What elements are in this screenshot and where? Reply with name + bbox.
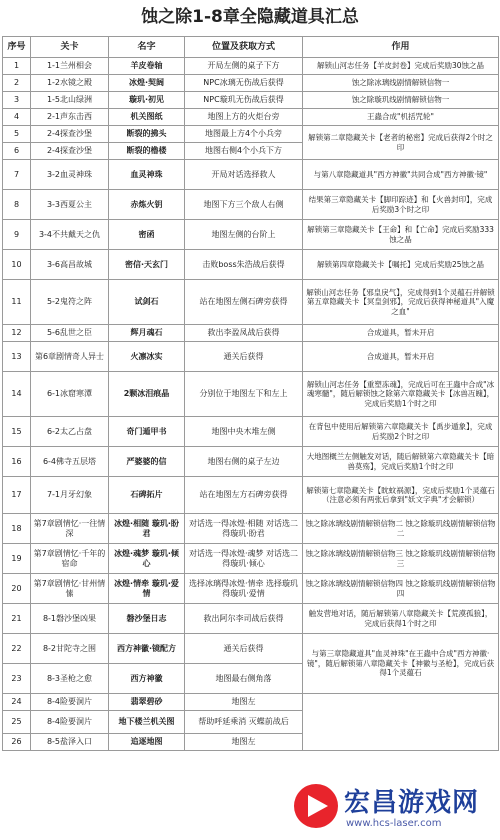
row-location: 站在地图左方石碑旁获得 [185, 477, 303, 514]
row-level: 第6章剧情奇人异士 [31, 342, 109, 372]
row-no: 8 [3, 190, 31, 220]
row-level: 6-2太乙占盘 [31, 417, 109, 447]
items-table [2, 36, 499, 751]
row-name: 冰煌·相随 璇玑·盼君 [109, 514, 185, 544]
table-row [3, 250, 499, 280]
row-name: 翡翠碧砂 [109, 694, 185, 711]
row-location: 击败boss朱浩战后获得 [185, 250, 303, 280]
row-name: 火凛冰实 [109, 342, 185, 372]
row-name: 密函 [109, 220, 185, 250]
table-row [3, 372, 499, 417]
table-row [3, 75, 499, 92]
row-level: 第7章剧情忆·千年的宿命 [31, 544, 109, 574]
row-name: 西方神徽·镜配方 [109, 634, 185, 664]
row-use: 蚀之除冰璃线剧情解锁信物三 蚀之除璇玑线剧情解锁信物三 [303, 544, 499, 574]
row-name: 西方神徽 [109, 664, 185, 694]
play-logo-icon [294, 784, 338, 828]
row-no: 11 [3, 280, 31, 325]
header-level: 关卡 [31, 37, 109, 58]
row-use: 与第三章隐藏道具"血灵神珠"在王蟲中合成"西方神徽·镜"，随后解锁第八章隐藏关卡【神徽与圣枪】，完成后获得1个灵蕴石 [303, 634, 499, 694]
row-no: 7 [3, 160, 31, 190]
table-row [3, 280, 499, 325]
row-name: 追逐地图 [109, 734, 185, 751]
row-location: 地图左 [185, 694, 303, 711]
row-location: 选择冰璃得冰煌·情牵 选择璇玑得璇玑·爱情 [185, 574, 303, 604]
row-use [303, 694, 499, 751]
row-name: 冰煌·魂梦 璇玑·倾心 [109, 544, 185, 574]
row-location: NPC冰璃无伤战后获得 [185, 75, 303, 92]
row-name: 羊皮卷轴 [109, 58, 185, 75]
row-level: 第7章剧情忆·一往情深 [31, 514, 109, 544]
row-level: 第7章剧情忆·甘州情愫 [31, 574, 109, 604]
row-level: 1-2水镜之殿 [31, 75, 109, 92]
row-no: 26 [3, 734, 31, 751]
table-row [3, 447, 499, 477]
header-use: 作用 [303, 37, 499, 58]
row-use: 触发营地对话，随后解锁第八章隐藏关卡【荒漠孤狼】，完成后获得1个时之印 [303, 604, 499, 634]
row-location: 地图右侧的桌子左边 [185, 447, 303, 477]
row-no: 17 [3, 477, 31, 514]
row-location: NPC璇玑无伤战后获得 [185, 92, 303, 109]
table-row [3, 220, 499, 250]
row-level: 5-2鬼符之阵 [31, 280, 109, 325]
row-use: 解锁第二章隐藏关卡【老者的秘密】完成后获得2个时之印 [303, 126, 499, 160]
row-location: 地图上方的火炬台旁 [185, 109, 303, 126]
row-no: 2 [3, 75, 31, 92]
row-location: 对话选一得冰煌·魂梦 对话选二得璇玑·倾心 [185, 544, 303, 574]
row-no: 25 [3, 711, 31, 734]
row-no: 14 [3, 372, 31, 417]
row-use: 解锁山河志任务【邪皇戾气】，完成得到1个灵蕴石并解锁第五章隐藏关卡【冥皇剑邪】，完成后获得神秘道具"入魔之血" [303, 280, 499, 325]
row-level: 2-4探查沙堡 [31, 126, 109, 143]
row-level: 8-4险要洞片 [31, 711, 109, 734]
row-location: 开局左侧的桌子下方 [185, 58, 303, 75]
row-location: 救出阿尔李司战后获得 [185, 604, 303, 634]
row-level: 2-1声东击西 [31, 109, 109, 126]
row-name: 机关图纸 [109, 109, 185, 126]
row-name: 璇玑·初见 [109, 92, 185, 109]
row-use: 结果第三章隐藏关卡【脚印踪迹】和【火兽封印】，完成后奖励3个时之印 [303, 190, 499, 220]
row-level: 3-4不共戴天之仇 [31, 220, 109, 250]
row-name: 断裂的拂头 [109, 126, 185, 143]
table-row [3, 92, 499, 109]
row-location: 帮助呼延乘消 灭蝶前战后 [185, 711, 303, 734]
row-location: 通关后获得 [185, 342, 303, 372]
table-row [3, 477, 499, 514]
row-use: 大地图概兰左侧触发对话，随后解锁第六章隐藏关卡【暗兽莫殇】，完成后奖励1个时之印 [303, 447, 499, 477]
watermark-url: www.hcs-laser.com [346, 818, 442, 829]
row-no: 15 [3, 417, 31, 447]
row-no: 4 [3, 109, 31, 126]
header-no: 序号 [3, 37, 31, 58]
table-row [3, 342, 499, 372]
table-row [3, 190, 499, 220]
row-no: 5 [3, 126, 31, 143]
row-no: 16 [3, 447, 31, 477]
row-name: 试剑石 [109, 280, 185, 325]
row-no: 22 [3, 634, 31, 664]
row-location: 地图中央木堆左侧 [185, 417, 303, 447]
row-name: 2颗冰泪痕晶 [109, 372, 185, 417]
row-use: 蚀之除冰璃线剧情解锁信物一 [303, 75, 499, 92]
row-level: 1-1兰州相会 [31, 58, 109, 75]
row-level: 3-3西夏公主 [31, 190, 109, 220]
row-use: 蚀之除璇玑线剧情解锁信物一 [303, 92, 499, 109]
row-level: 3-2血灵神珠 [31, 160, 109, 190]
row-location: 开局对话选择救人 [185, 160, 303, 190]
row-use: 合成道具，暂未开启 [303, 342, 499, 372]
row-use: 蚀之除冰璃线剧情解锁信物四 蚀之除璇玑线剧情解锁信物四 [303, 574, 499, 604]
row-location: 地图左 [185, 734, 303, 751]
table-row [3, 126, 499, 143]
row-level: 8-4险要洞片 [31, 694, 109, 711]
row-no: 3 [3, 92, 31, 109]
row-use: 合成道具，暂未开启 [303, 325, 499, 342]
row-name: 石碑拓片 [109, 477, 185, 514]
row-name: 磐沙堡日志 [109, 604, 185, 634]
row-location: 救出李盈凤战后获得 [185, 325, 303, 342]
row-level: 6-4佛寺五层塔 [31, 447, 109, 477]
row-location: 地图右侧4个小兵下方 [185, 143, 303, 160]
row-level: 6-1冰窟寒潭 [31, 372, 109, 417]
row-location: 地图最上方4个小兵旁 [185, 126, 303, 143]
row-name: 断裂的橹楼 [109, 143, 185, 160]
row-location: 地图下方三个敌人右侧 [185, 190, 303, 220]
row-location: 地图最右侧角落 [185, 664, 303, 694]
table-row [3, 604, 499, 634]
row-no: 13 [3, 342, 31, 372]
row-level: 8-1磐沙堡凶果 [31, 604, 109, 634]
row-no: 6 [3, 143, 31, 160]
row-no: 12 [3, 325, 31, 342]
row-use: 在背包中使用后解锁第六章隐藏关卡【禹步遁象】，完成后奖励2个时之印 [303, 417, 499, 447]
row-no: 24 [3, 694, 31, 711]
row-level: 5-6乱世之臣 [31, 325, 109, 342]
table-row [3, 544, 499, 574]
table-row [3, 514, 499, 544]
table-row [3, 417, 499, 447]
row-level: 8-3圣枪之愈 [31, 664, 109, 694]
row-no: 23 [3, 664, 31, 694]
page-title: 蚀之除1-8章全隐藏道具汇总 [0, 0, 500, 34]
header-location: 位置及获取方式 [185, 37, 303, 58]
row-level: 1-5北山绿洲 [31, 92, 109, 109]
row-no: 9 [3, 220, 31, 250]
row-level: 8-2甘陀寺之围 [31, 634, 109, 664]
table-row [3, 325, 499, 342]
row-use: 解锁第七章隐藏关卡【眈蚊祸源】，完成后奖励1个灵蕴石（注意必须有两张后拿到"妖文字典"才会解锁） [303, 477, 499, 514]
row-level: 2-4探查沙堡 [31, 143, 109, 160]
row-no: 10 [3, 250, 31, 280]
row-no: 19 [3, 544, 31, 574]
row-use: 与第八章隐藏道具"西方神徽"共同合成"西方神徽·镜" [303, 160, 499, 190]
watermark-brand: 宏昌游戏网 [344, 788, 480, 818]
row-use: 蚀之除冰璃线剧情解锁信物二 蚀之除璇玑线剧情解锁信物二 [303, 514, 499, 544]
row-no: 20 [3, 574, 31, 604]
row-use: 王蟲合成"机括咒轮" [303, 109, 499, 126]
row-name: 地下楼兰机关图 [109, 711, 185, 734]
table-row [3, 634, 499, 664]
row-location: 对话选一得冰煌·相随 对话选二得璇玑·盼君 [185, 514, 303, 544]
row-no: 18 [3, 514, 31, 544]
row-location: 分别位于地图左下和左上 [185, 372, 303, 417]
row-use: 解锁第四章隐藏关卡【嘱托】完成后奖励25蚀之晶 [303, 250, 499, 280]
row-location: 通关后获得 [185, 634, 303, 664]
site-watermark [288, 776, 500, 840]
table-row [3, 160, 499, 190]
row-level: 3-6高昌故城 [31, 250, 109, 280]
row-name: 冰煌·情牵 璇玑·爱情 [109, 574, 185, 604]
row-name: 辉月魂石 [109, 325, 185, 342]
table-header-row [3, 37, 499, 58]
row-no: 21 [3, 604, 31, 634]
row-name: 赤炼火钥 [109, 190, 185, 220]
table-row [3, 574, 499, 604]
row-name: 血灵神珠 [109, 160, 185, 190]
row-use: 解锁山河志任务【羊皮封卷】完成后奖励30蚀之晶 [303, 58, 499, 75]
row-use: 解锁第三章隐藏关卡【王命】和【亡命】完成后奖励333蚀之晶 [303, 220, 499, 250]
row-name: 奇门遁甲书 [109, 417, 185, 447]
table-row [3, 109, 499, 126]
row-name: 密信·天玄门 [109, 250, 185, 280]
row-level: 8-5盐泽入口 [31, 734, 109, 751]
header-name: 名字 [109, 37, 185, 58]
row-use: 解锁山河志任务【重塑冻魂】，完成后可在王蟲中合成"冰魂寒髓"，随后解锁蚀之除第六章隐藏关卡【冰兽冱魄】，完成后奖励1个时之印 [303, 372, 499, 417]
row-level: 7-1月牙幻象 [31, 477, 109, 514]
table-row [3, 694, 499, 711]
row-location: 地图左侧的台阶上 [185, 220, 303, 250]
row-name: 冰煌·契阔 [109, 75, 185, 92]
table-row [3, 58, 499, 75]
row-location: 站在地图左侧石碑旁获得 [185, 280, 303, 325]
row-name: 严婆婆的信 [109, 447, 185, 477]
row-no: 1 [3, 58, 31, 75]
